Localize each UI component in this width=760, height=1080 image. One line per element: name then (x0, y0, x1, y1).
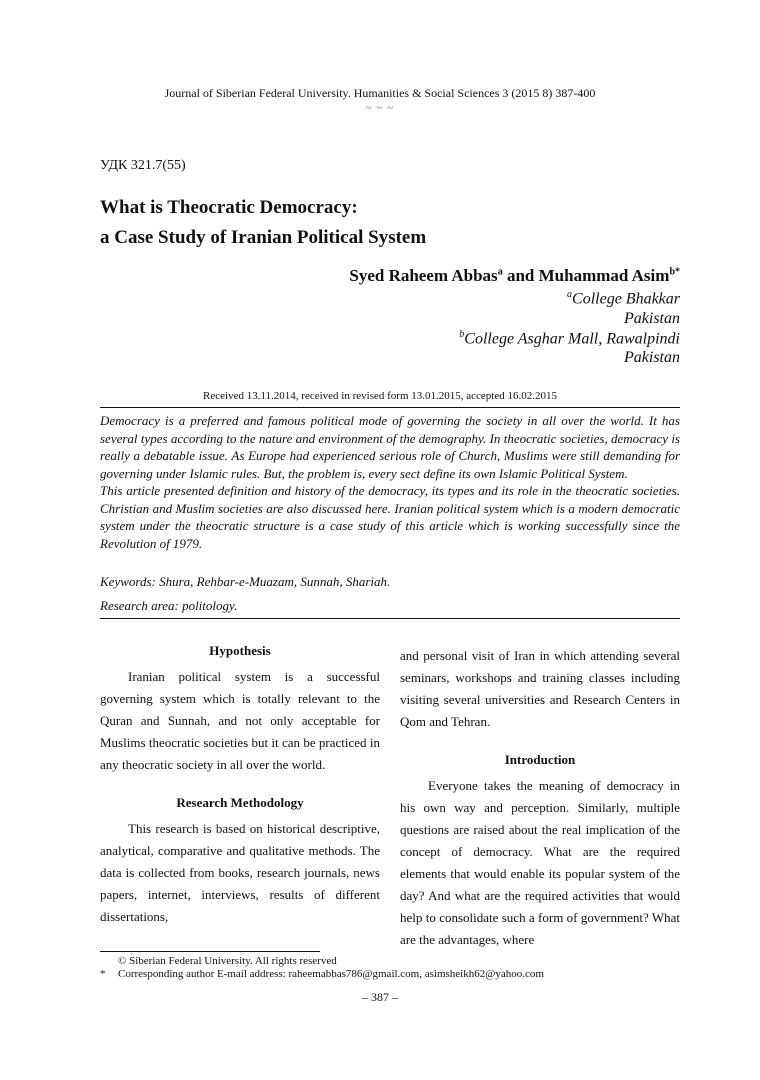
article-title-line1: What is Theocratic Democracy: (100, 197, 358, 218)
author-2-sup: b* (669, 266, 680, 278)
abstract (100, 412, 680, 552)
research-area: Research area: politology. (100, 598, 238, 613)
affiliation-b (459, 329, 680, 348)
author-2: Muhammad Asim (538, 266, 670, 285)
abstract-bottom-rule (100, 618, 680, 619)
abstract-paragraph-2: This article presented definition and history of the democracy, its types and its role in the theocratic societies. Christian and Muslim societies are also discussed here. Iranian political system which is a modern democratic system under the theocratic structure is a case study of this article which is working successfully since the Revolution of 1979. (100, 483, 680, 551)
introduction-heading: Introduction (504, 752, 576, 767)
keywords: Keywords: Shura, Rehbar-e-Muazam, Sunnah, Shariah. (100, 574, 391, 589)
methodology-heading: Research Methodology (176, 795, 304, 810)
affiliation-a-name: College Bhakkar (572, 290, 680, 308)
corresponding-author-email: Corresponding author E-mail address: raheemabbas786@gmail.com, asimsheikh62@yahoo.com (118, 968, 544, 980)
affiliation-b-country: Pakistan (624, 349, 680, 366)
page-number: – 387 – (362, 990, 398, 1004)
author-1: Syed Raheem Abbas (349, 266, 498, 285)
footnote-rule (100, 951, 320, 952)
abstract-paragraph-1: Democracy is a preferred and famous political mode of governing the society in all over the world. It has several types according to the nature and environment of the demography. In theocratic societies, democracy is really a debatable issue. As Europe had experienced serious role of Church, Muslims were still demanding for governing under Islamic rules. But, the problem is, every sect define its own Islamic Political System. (100, 413, 680, 481)
article-title-line2: a Case Study of Iranian Political System (100, 227, 427, 248)
affiliation-a (567, 289, 680, 308)
received-dates: Received 13.11.2014, received in revised form 13.01.2015, accepted 16.02.2015 (203, 390, 557, 402)
affiliation-a-sup: a (567, 289, 573, 300)
affiliation-a-country: Pakistan (624, 310, 680, 327)
footnote-star: * (100, 968, 106, 980)
copyright-footnote: © Siberian Federal University. All rights reserved (118, 955, 337, 967)
corresponding-footnote (100, 968, 544, 980)
affiliation-b-sup: b (459, 329, 465, 340)
body-column-right (400, 645, 680, 951)
introduction-text: Everyone takes the meaning of democracy in his own way and perception. Similarly, multiple questions are raised about the real implication of the concept of democracy. What are the required elements that would enable its popular system of the day? And what are the required activities that would help to consolidate such a form of government? What are the advantages, where (400, 778, 680, 947)
abstract-top-rule (100, 407, 680, 408)
methodology-text: This research is based on historical descriptive, analytical, comparative and qualitative methods. The data is collected from books, research journals, news papers, internet, interviews, results of different dissertations, (100, 821, 380, 924)
journal-header: Journal of Siberian Federal University. Humanities & Social Sciences 3 (2015 8) 387-400 (164, 86, 596, 100)
authors (349, 266, 680, 286)
hypothesis-text: Iranian political system is a successful governing system which is totally relevant to the Quran and Sunnah, and not only acceptable for Muslims theocratic societies but it can be practiced in any theocratic society in all over the world. (100, 669, 380, 772)
authors-conjunction: and (502, 266, 539, 285)
affiliation-b-name: College Asghar Mall, Rawalpindi (464, 330, 680, 348)
body-column-left (100, 640, 380, 928)
methodology-continued: and personal visit of Iran in which attending several seminars, workshops and training classes including visiting several universities and Research Centers in Qom and Tehran. (400, 648, 680, 729)
udk-code: УДК 321.7(55) (100, 158, 186, 173)
hypothesis-heading: Hypothesis (209, 643, 271, 658)
header-ornament: ~ ~ ~ (365, 102, 395, 114)
author-1-sup: a (497, 266, 503, 278)
